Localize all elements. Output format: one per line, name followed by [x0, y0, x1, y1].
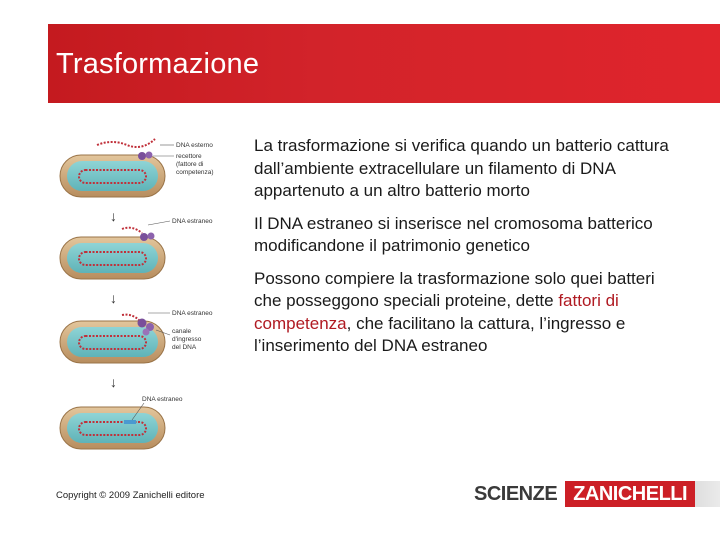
- arrow-down-icon: ↓: [110, 208, 117, 224]
- bullet-transformation-definition: La trasformazione si verifica quando un batterio cattura dall’ambiente extracellulare un filamento di DNA appartenuto a un altro batterio morto: [254, 136, 669, 200]
- bacterium-cell-2: [60, 218, 213, 279]
- highlight-competence-factors: fattori di competenza: [254, 291, 619, 333]
- copyright-notice: Copyright © 2009 Zanichelli editore: [56, 490, 205, 501]
- bullet-dna-insertion: Il DNA estraneo si inserisce nel cromosoma batterico modificandone il patrimonio genetico: [254, 213, 653, 255]
- bacterium-cell-4: [60, 396, 183, 449]
- svg-text:(fattore di: (fattore di: [176, 161, 204, 168]
- svg-text:DNA esterno: DNA esterno: [176, 142, 213, 149]
- dna-strand-1: [97, 139, 155, 147]
- bullet-text-start: Possono compiere la trasformazione solo quei batteri che posseggono speciali proteine, dette: [254, 268, 655, 310]
- receptor-1: [138, 152, 146, 160]
- bullet-list: [254, 135, 684, 368]
- title-bar: [48, 24, 720, 103]
- svg-text:DNA estraneo: DNA estraneo: [172, 218, 213, 225]
- bacterium-cell-1: [60, 139, 214, 197]
- logo-zanichelli: ZANICHELLI: [565, 481, 695, 507]
- page-title: Trasformazione: [56, 48, 260, 80]
- svg-text:d'ingresso: d'ingresso: [172, 336, 202, 343]
- publisher-logo: [472, 481, 720, 507]
- svg-text:DNA estraneo: DNA estraneo: [142, 396, 183, 403]
- bacterium-cell-3: [60, 310, 213, 363]
- logo-tail: [695, 481, 720, 507]
- dna-strand-2: [122, 228, 142, 233]
- svg-text:recettore: recettore: [176, 153, 202, 160]
- svg-text:canale: canale: [172, 328, 192, 335]
- svg-text:del DNA: del DNA: [172, 344, 197, 351]
- transformation-diagram: [52, 125, 242, 470]
- svg-text:DNA estraneo: DNA estraneo: [172, 310, 213, 317]
- svg-text:competenza): competenza): [176, 169, 214, 176]
- arrow-down-icon: ↓: [110, 374, 117, 390]
- arrow-down-icon: ↓: [110, 290, 117, 306]
- dna-strand-3: [122, 315, 140, 321]
- bullet-text-end: , che facilitano la cattura, l’ingresso e l’inserimento del DNA estraneo: [254, 313, 626, 355]
- logo-scienze: SCIENZE: [472, 481, 565, 507]
- bullet-competence-factors: [254, 268, 684, 358]
